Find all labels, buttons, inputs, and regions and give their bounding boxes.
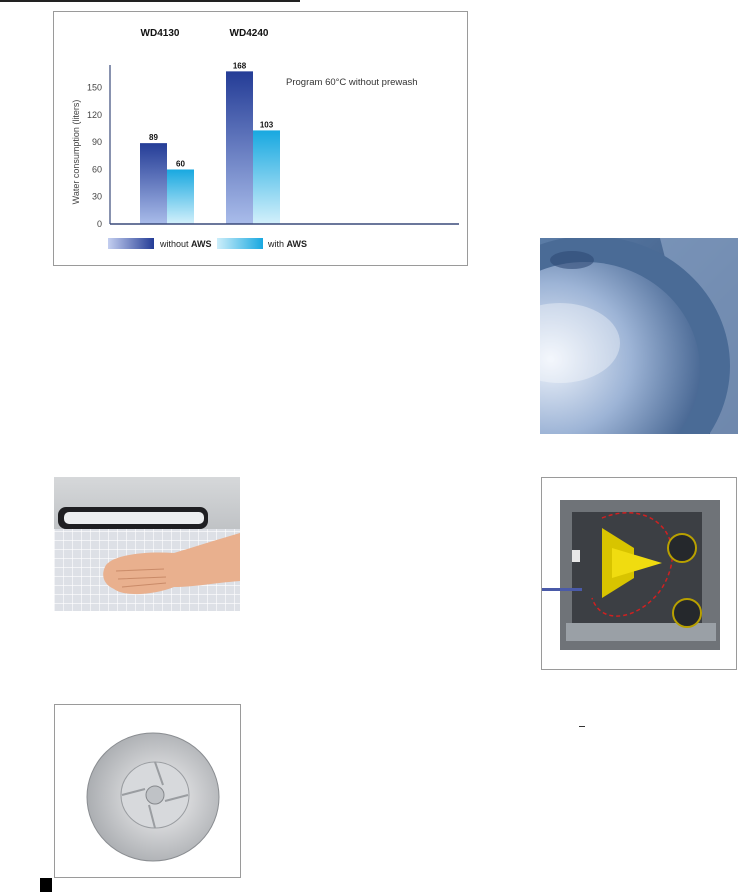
fan-impeller-illustration xyxy=(54,704,241,878)
value-label-wd4240-with: 103 xyxy=(259,120,274,130)
legend-bold: AWS xyxy=(191,239,212,249)
y-tick-label: 90 xyxy=(91,137,102,148)
y-axis-title: Water consumption (liters) xyxy=(71,99,81,205)
value-label-wd4130-without: 89 xyxy=(149,133,158,143)
y-tick-label: 120 xyxy=(86,109,102,120)
legend-label-with-aws xyxy=(267,239,307,249)
drum-cross-section-illustration xyxy=(541,477,737,670)
bar-wd4130-without-aws xyxy=(140,143,167,224)
y-tick-label: 150 xyxy=(86,82,102,93)
legend-prefix: without xyxy=(160,239,192,249)
header-rule xyxy=(0,0,300,2)
category-label-wd4130: WD4130 xyxy=(140,28,180,39)
filter-hand-photo xyxy=(54,477,240,611)
washer-door-photo xyxy=(540,238,738,434)
y-tick-labels xyxy=(87,83,102,229)
category-label-wd4240: WD4240 xyxy=(229,28,269,39)
bar-wd4130-with-aws xyxy=(167,169,194,224)
value-label-wd4240-without: 168 xyxy=(232,61,247,71)
y-tick-label: 30 xyxy=(91,191,102,202)
water-consumption-chart xyxy=(53,11,468,266)
legend-bold: AWS xyxy=(286,239,308,249)
y-tick-label: 60 xyxy=(91,164,102,175)
bar-wd4240-without-aws xyxy=(226,71,253,224)
legend-swatch-with-aws xyxy=(217,238,263,249)
small-dash-mark xyxy=(579,726,585,727)
y-tick-label: 0 xyxy=(96,219,102,229)
value-label-wd4130-with: 60 xyxy=(176,159,185,169)
bar-wd4240-with-aws xyxy=(253,130,280,224)
legend-prefix: with xyxy=(268,239,287,249)
legend-swatch-without-aws xyxy=(108,238,154,249)
legend-label-without-aws xyxy=(159,239,212,249)
program-annotation: Program 60°C without prewash xyxy=(286,77,418,88)
chart-svg xyxy=(54,12,469,267)
page-corner-marker xyxy=(40,878,52,892)
